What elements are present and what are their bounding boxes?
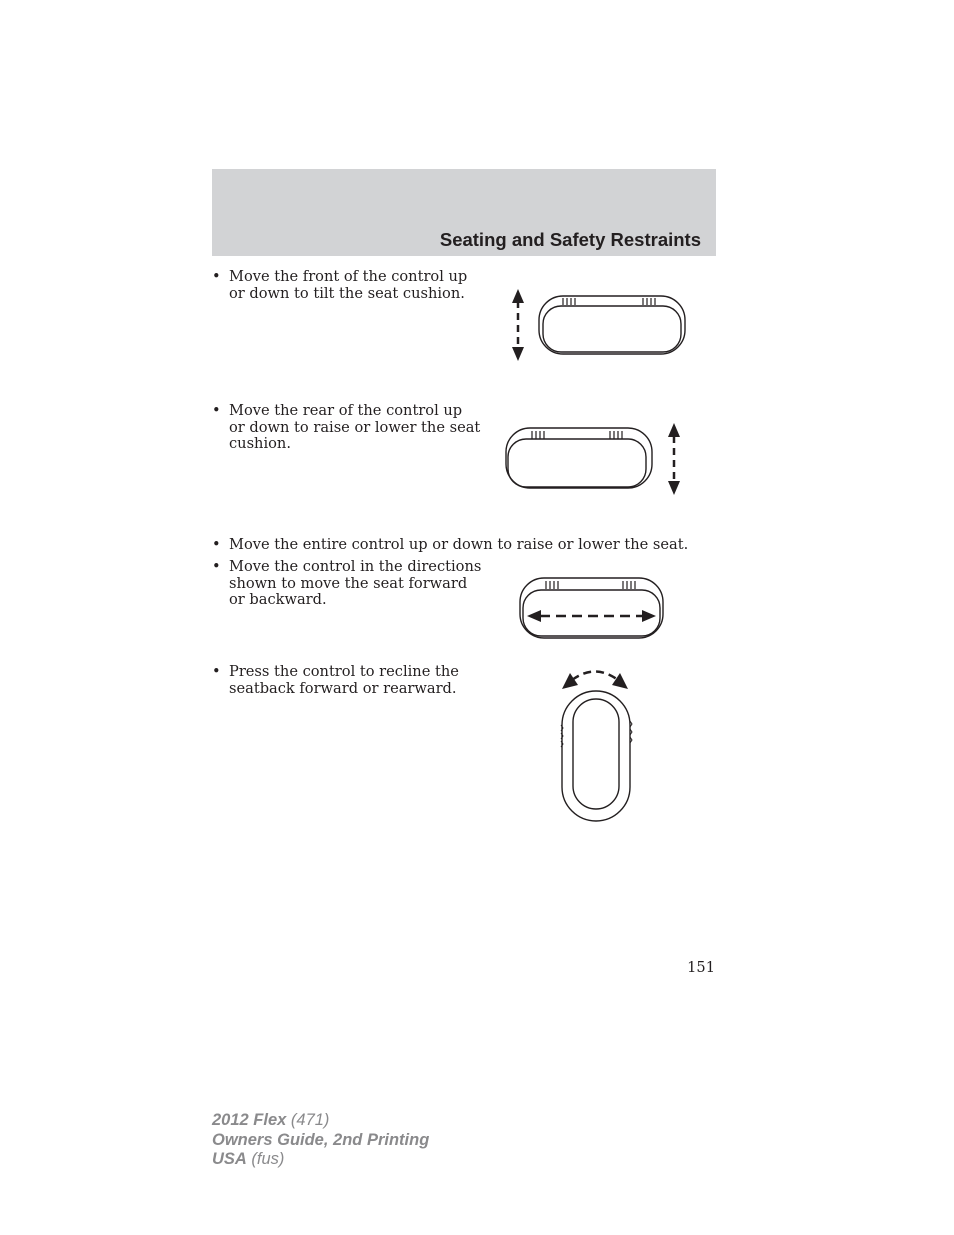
seat-control-fore-aft-figure xyxy=(515,573,670,643)
section-title: Seating and Safety Restraints xyxy=(439,229,701,250)
bullet-text-line: or backward. xyxy=(229,591,327,608)
bullet-text-line: Move the rear of the control up xyxy=(229,402,463,419)
bullet-dot: • xyxy=(212,536,221,553)
bullet-text-line: Move the front of the control up xyxy=(229,268,468,285)
bullet-text-line: cushion. xyxy=(229,435,291,452)
bullet-text-line: Move the entire control up or down to raise or lower the seat. xyxy=(229,536,689,553)
seatback-recline-figure xyxy=(550,663,640,828)
bullet-text-line: seatback forward or rearward. xyxy=(229,679,457,697)
horizontal-double-arrow-icon xyxy=(527,610,656,622)
footer-line xyxy=(212,1150,429,1170)
seat-control-tilt-cushion-figure xyxy=(505,285,690,365)
footer-market-code: (fus) xyxy=(246,1150,285,1168)
bullet-dot: • xyxy=(212,268,221,285)
vertical-double-arrow-icon xyxy=(668,423,680,495)
bullet-text-line: or down to raise or lower the seat xyxy=(229,418,481,436)
bullet-dot: • xyxy=(212,402,221,419)
seat-control-switch-icon xyxy=(520,578,663,638)
list-item xyxy=(212,559,482,609)
bullet-text-line: Press the control to recline the xyxy=(229,663,459,680)
curved-double-arrow-icon xyxy=(562,672,628,690)
bullet-text-line: or down to tilt the seat cushion. xyxy=(229,284,465,302)
section-header-band xyxy=(212,169,716,256)
list-item xyxy=(212,537,716,554)
seat-control-raise-rear-figure xyxy=(500,418,690,500)
bullet-dot: • xyxy=(212,663,221,680)
recline-control-switch-icon xyxy=(561,691,632,821)
footer-line xyxy=(212,1111,429,1131)
bullet-text-line: Move the control in the directions xyxy=(229,558,482,575)
footer-model: 2012 Flex xyxy=(212,1111,287,1129)
bullet-text-line: shown to move the seat forward xyxy=(229,574,468,592)
list-item xyxy=(212,403,482,453)
list-item xyxy=(212,269,472,302)
footer-code: (471) xyxy=(286,1111,330,1129)
seat-control-switch-icon xyxy=(539,296,685,354)
footer-market: USA xyxy=(212,1150,247,1168)
list-item xyxy=(212,664,472,697)
page-number: 151 xyxy=(687,959,715,976)
document-footer xyxy=(212,1111,429,1170)
footer-line: Owners Guide, 2nd Printing xyxy=(212,1130,430,1149)
vertical-double-arrow-icon xyxy=(512,289,524,361)
bullet-dot: • xyxy=(212,558,221,575)
seat-control-switch-icon xyxy=(506,428,652,488)
